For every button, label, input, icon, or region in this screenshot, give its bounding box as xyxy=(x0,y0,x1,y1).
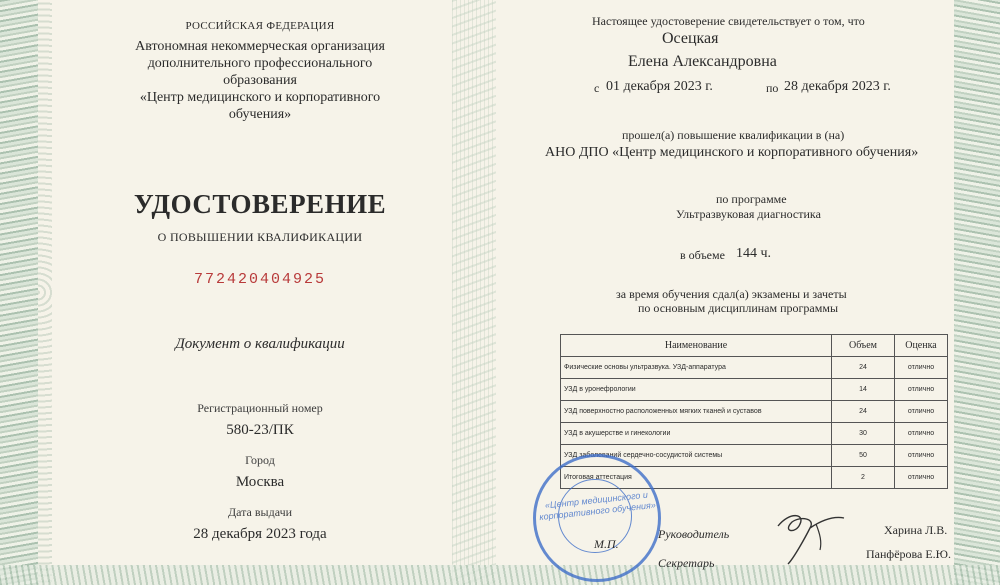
discipline-hours: 2 xyxy=(832,467,895,489)
table-row xyxy=(561,401,948,423)
holder-surname: Осецкая xyxy=(662,30,719,47)
secretary-label: Секретарь xyxy=(658,556,715,570)
discipline-grade: отлично xyxy=(895,379,948,401)
city-label: Город xyxy=(245,453,275,467)
registration-label: Регистрационный номер xyxy=(197,401,323,415)
document-type: Документ о квалификации xyxy=(175,336,345,352)
head-label: Руководитель xyxy=(658,527,730,541)
discipline-name: УЗД в акушерстве и гинекологии xyxy=(561,423,832,445)
column-header-grade: Оценка xyxy=(895,335,948,357)
discipline-grade: отлично xyxy=(895,357,948,379)
city-value: Москва xyxy=(235,474,285,490)
discipline-hours: 14 xyxy=(832,379,895,401)
left-page xyxy=(80,0,440,543)
organization-name xyxy=(80,38,440,123)
decorative-border-right xyxy=(954,0,1000,585)
org-line: «Центр медицинского и корпоративного xyxy=(139,90,381,105)
decorative-border-bottom xyxy=(0,565,1000,585)
signature-icon xyxy=(770,506,850,566)
discipline-hours: 50 xyxy=(832,445,895,467)
document-subtitle: О ПОВЫШЕНИИ КВАЛИФИКАЦИИ xyxy=(157,230,363,244)
exams-text-1: за время обучения сдал(а) экзамены и зачеты xyxy=(616,287,847,301)
table-row xyxy=(561,423,948,445)
discipline-name: УЗД заболеваний сердечно-сосудистой системы xyxy=(561,445,832,467)
organization-stamp xyxy=(533,454,661,582)
head-name: Харина Л.В. xyxy=(884,523,948,537)
certificate-number: 772420404925 xyxy=(193,271,327,288)
org-line: Автономная некоммерческая организация xyxy=(135,39,385,54)
volume-label: в объеме xyxy=(680,248,725,262)
to-date: 28 декабря 2023 г. xyxy=(784,79,891,94)
discipline-hours: 24 xyxy=(832,401,895,423)
column-header-name: Наименование xyxy=(561,335,832,357)
org-line: дополнительного профессионального xyxy=(147,56,373,71)
country-label: РОССИЙСКАЯ ФЕДЕРАЦИЯ xyxy=(185,20,335,32)
discipline-grade: отлично xyxy=(895,445,948,467)
issue-date-label: Дата выдачи xyxy=(227,505,293,519)
registration-number: 580-23/ПК xyxy=(226,422,294,438)
discipline-name: Физические основы ультразвука. УЗД-аппаратура xyxy=(561,357,832,379)
passed-text: прошел(а) повышение квалификации в (на) xyxy=(622,128,845,142)
stamp-text: «Центр медицинского и корпоративного обучения» xyxy=(538,489,657,523)
seal-label: М.П. xyxy=(594,537,619,551)
discipline-grade: отлично xyxy=(895,423,948,445)
decorative-border-left xyxy=(0,0,38,585)
program-name: Ультразвуковая диагностика xyxy=(676,207,821,221)
intro-text: Настоящее удостоверение свидетельствует о том, что xyxy=(592,14,865,28)
discipline-name: УЗД поверхностно расположенных мягких тканей и суставов xyxy=(561,401,832,423)
holder-name: Елена Александровна xyxy=(628,53,777,70)
table-row xyxy=(561,357,948,379)
table-header-row xyxy=(561,335,948,357)
discipline-grade: отлично xyxy=(895,401,948,423)
from-date: 01 декабря 2023 г. xyxy=(606,79,713,94)
document-title: УДОСТОВЕРЕНИЕ xyxy=(133,189,387,219)
training-organization: АНО ДПО «Центр медицинского и корпоративного обучения» xyxy=(545,145,919,160)
from-label: с xyxy=(594,81,600,95)
decorative-border-center xyxy=(452,0,496,585)
discipline-name: УЗД в уронефрологии xyxy=(561,379,832,401)
discipline-name: Итоговая аттестация xyxy=(561,467,832,489)
discipline-grade: отлично xyxy=(895,467,948,489)
volume-value: 144 ч. xyxy=(736,246,772,261)
discipline-hours: 24 xyxy=(832,357,895,379)
column-header-hours: Объем xyxy=(832,335,895,357)
exams-text-2: по основным дисциплинам программы xyxy=(638,301,839,315)
program-label: по программе xyxy=(716,192,787,206)
discipline-hours: 30 xyxy=(832,423,895,445)
secretary-name: Панфёрова Е.Ю. xyxy=(866,547,952,561)
table-row xyxy=(561,379,948,401)
to-label: по xyxy=(766,81,779,95)
issue-date-value: 28 декабря 2023 года xyxy=(193,526,327,542)
org-line: образования xyxy=(223,73,297,88)
org-line: обучения» xyxy=(228,107,292,122)
